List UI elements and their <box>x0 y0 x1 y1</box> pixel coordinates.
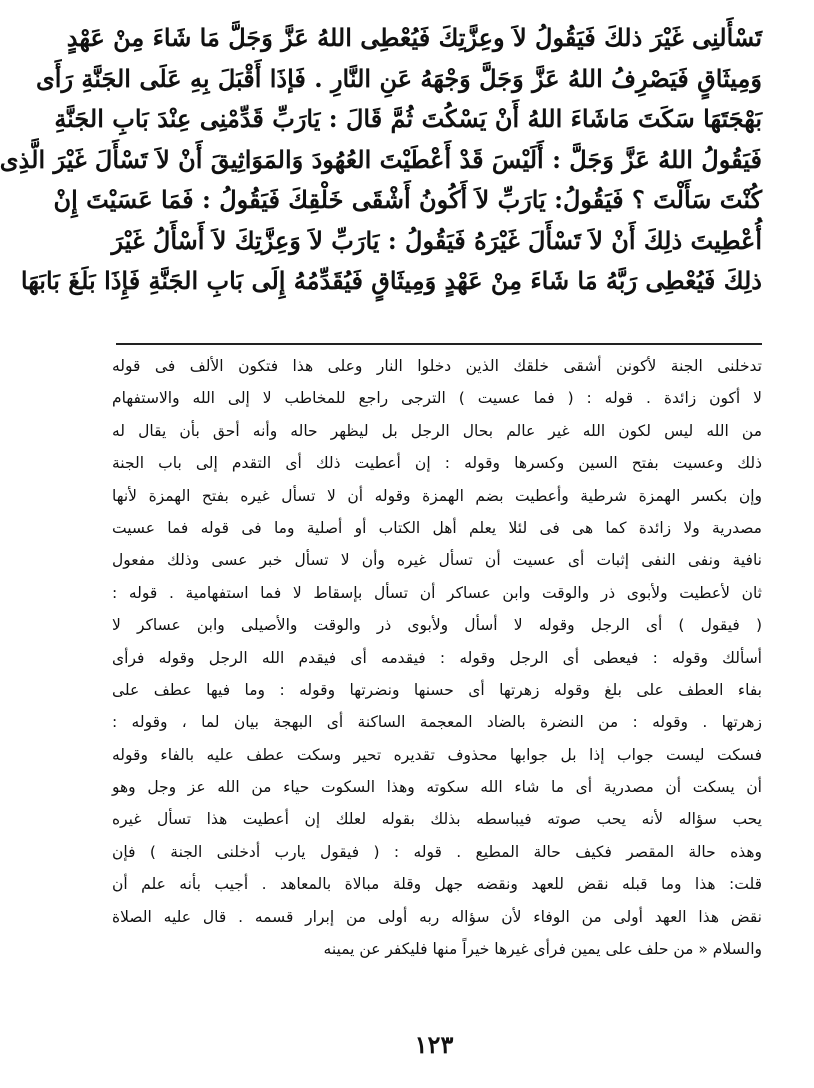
commentary-line: من الله ليس لكون الله غير عالم بحال الرجل بل ليظهر حاله وأنه أحق بأن يقال له <box>112 421 762 440</box>
commentary-line: ثان لأعطيت ولأبوى ذر والوقت وابن عساكر أن تسأل بإسقاط لا فما استفهامية . قوله : <box>112 583 762 602</box>
page-number: ١٢٣ <box>414 1030 454 1059</box>
section-divider <box>116 343 762 345</box>
commentary-line: تدخلنى الجنة لأكونن أشقى خلقك الذين دخلوا النار وعلى هذا فتكون الألف فى قوله <box>112 357 762 375</box>
hadith-line: وَمِيثَاقٍ فَيَصْرِفُ اللهُ عَزَّ وَجَلَّ وَجْهَهُ عَنِ النَّارِ . فَإذَا أَقْبَلَ بِهِ عَلَى الجَنَّةِ رَأَى <box>35 63 762 93</box>
hadith-line: ذلِكَ فَيُعْطِى رَبَّهُ مَا شَاءَ مِنْ عَهْدٍ وَمِيثَاقٍ فَيُقَدِّمُهُ إِلَى بَابِ الجَنَّةِ فَإِذَا بَلَغَ بَابَهَا <box>20 266 762 295</box>
commentary-line: زهرتها . وقوله : من النضرة بالضاد المعجمة الساكنة أى البهجة بيان لما ، وقوله : <box>112 713 762 732</box>
commentary-line: نقض هذا العهد أولى من الوفاء لأن سؤاله ربه أولى من إبرار قسمه . قال عليه الصلاة <box>112 907 762 926</box>
commentary-line: مصدرية ولا زائدة كما هى فى لئلا يعلم أهل الكتاب أو أصلية وما فى قوله فما عسيت <box>112 518 762 537</box>
hadith-text-block <box>0 18 762 302</box>
hadith-line: كُنْتَ سَأَلْتَ ؟ فَيَقُولُ: يَارَبِّ لاَ أَكُونُ أَشْقَى خَلْقِكَ فَيَقُولُ : فَمَا عَسَيْتَ إِنْ <box>53 185 762 214</box>
hadith-line: أُعْطِيتَ ذلِكَ أَنْ لاَ تَسْأَلَ غَيْرَهُ فَيَقُولُ : يَارَبِّ لاَ وَعِزَّتِكَ لاَ أَسْأَلُ غَيْرَ <box>111 225 762 255</box>
commentary-line: أسألك وقوله : فيعطى أى الرجل وقوله : فيقدمه أى فيقدم الله الرجل وقوله فرأى <box>112 648 762 667</box>
commentary-line: أن يسكت أن مصدرية أى ما شاء الله سكوته وهذا السكوت حياء من الله عز وجل وهو <box>112 778 762 797</box>
commentary-block <box>112 350 762 965</box>
commentary-line: بفاء العطف على بلغ وقوله زهرتها أى حسنها ونضرتها وقوله : وما فيها عطف على <box>112 680 762 699</box>
hadith-line: بَهْجَتَهَا سَكَتَ مَاشَاءَ اللهُ أَنْ يَسْكُتَ ثُمَّ قَالَ : يَارَبِّ قَدِّمْنِى عِنْدَ بَابِ الجَنَّةِ <box>54 104 762 133</box>
hadith-line: فَيَقُولُ اللهُ عَزَّ وَجَلَّ : أَلَيْسَ قَدْ أَعْطَيْتَ العُهُودَ وَالمَوَاثِيقَ أَنْ لاَ تَسْأَلَ غَيْرَ الَّذِى <box>0 144 762 174</box>
commentary-line: ذلك وعسيت بفتح السين وكسرها وقوله : إن أعطيت ذلك أى التقدم إلى باب الجنة <box>112 454 762 473</box>
commentary-line: وهذه حالة المقصر فكيف حالة المطيع . قوله : ( فيقول يارب أدخلنى الجنة ) فإن <box>112 842 762 861</box>
commentary-line: ( فيقول ) أى الرجل وقوله لا أسأل ولأبوى ذر والوقت والأصيلى وابن عساكر لا <box>112 616 762 635</box>
hadith-line: تَسْأَلنِى غَيْرَ ذلكَ فَيَقُولُ لاَ وعِزَّتِكَ فَيُعْطِى اللهُ عَزَّ وَجَلَّ مَا شَاءَ مِنْ عَهْدٍ <box>66 23 762 52</box>
commentary-line: قلت: هذا وما قبله نقض للعهد ونقضه جهل وقلة مبالاة بالمعاهد . أجيب بأنه علم أن <box>112 875 762 894</box>
commentary-line: وإن بكسر الهمزة شرطية وأعطيت بضم الهمزة وقوله أن لا تسأل غيره بفتح الهمزة لأنها <box>112 486 762 505</box>
commentary-line: نافية ونفى النفى إثبات أى عسيت أن تسأل غيره وأن لا تسأل خبر عسى وذلك مفعول <box>112 551 762 570</box>
commentary-line: يحب سؤاله لأنه يحب صوته فيباسطه بذلك بقوله لعلك إن أعطيت هذا تسأل غيره <box>112 810 762 829</box>
commentary-line: لا أكون زائدة . قوله : ( فما عسيت ) الترجى راجع للمخاطب لا إلى الله والاستفهام <box>112 389 762 408</box>
commentary-line: والسلام « من حلف على يمين فرأى غيرها خيراً منها فليكفر عن يمينه <box>323 940 762 959</box>
commentary-line: فسكت ليست جواب إذا بل جوابها محذوف تقديره تحير وسكت عطف عليه بالفاء وقوله <box>112 745 762 764</box>
